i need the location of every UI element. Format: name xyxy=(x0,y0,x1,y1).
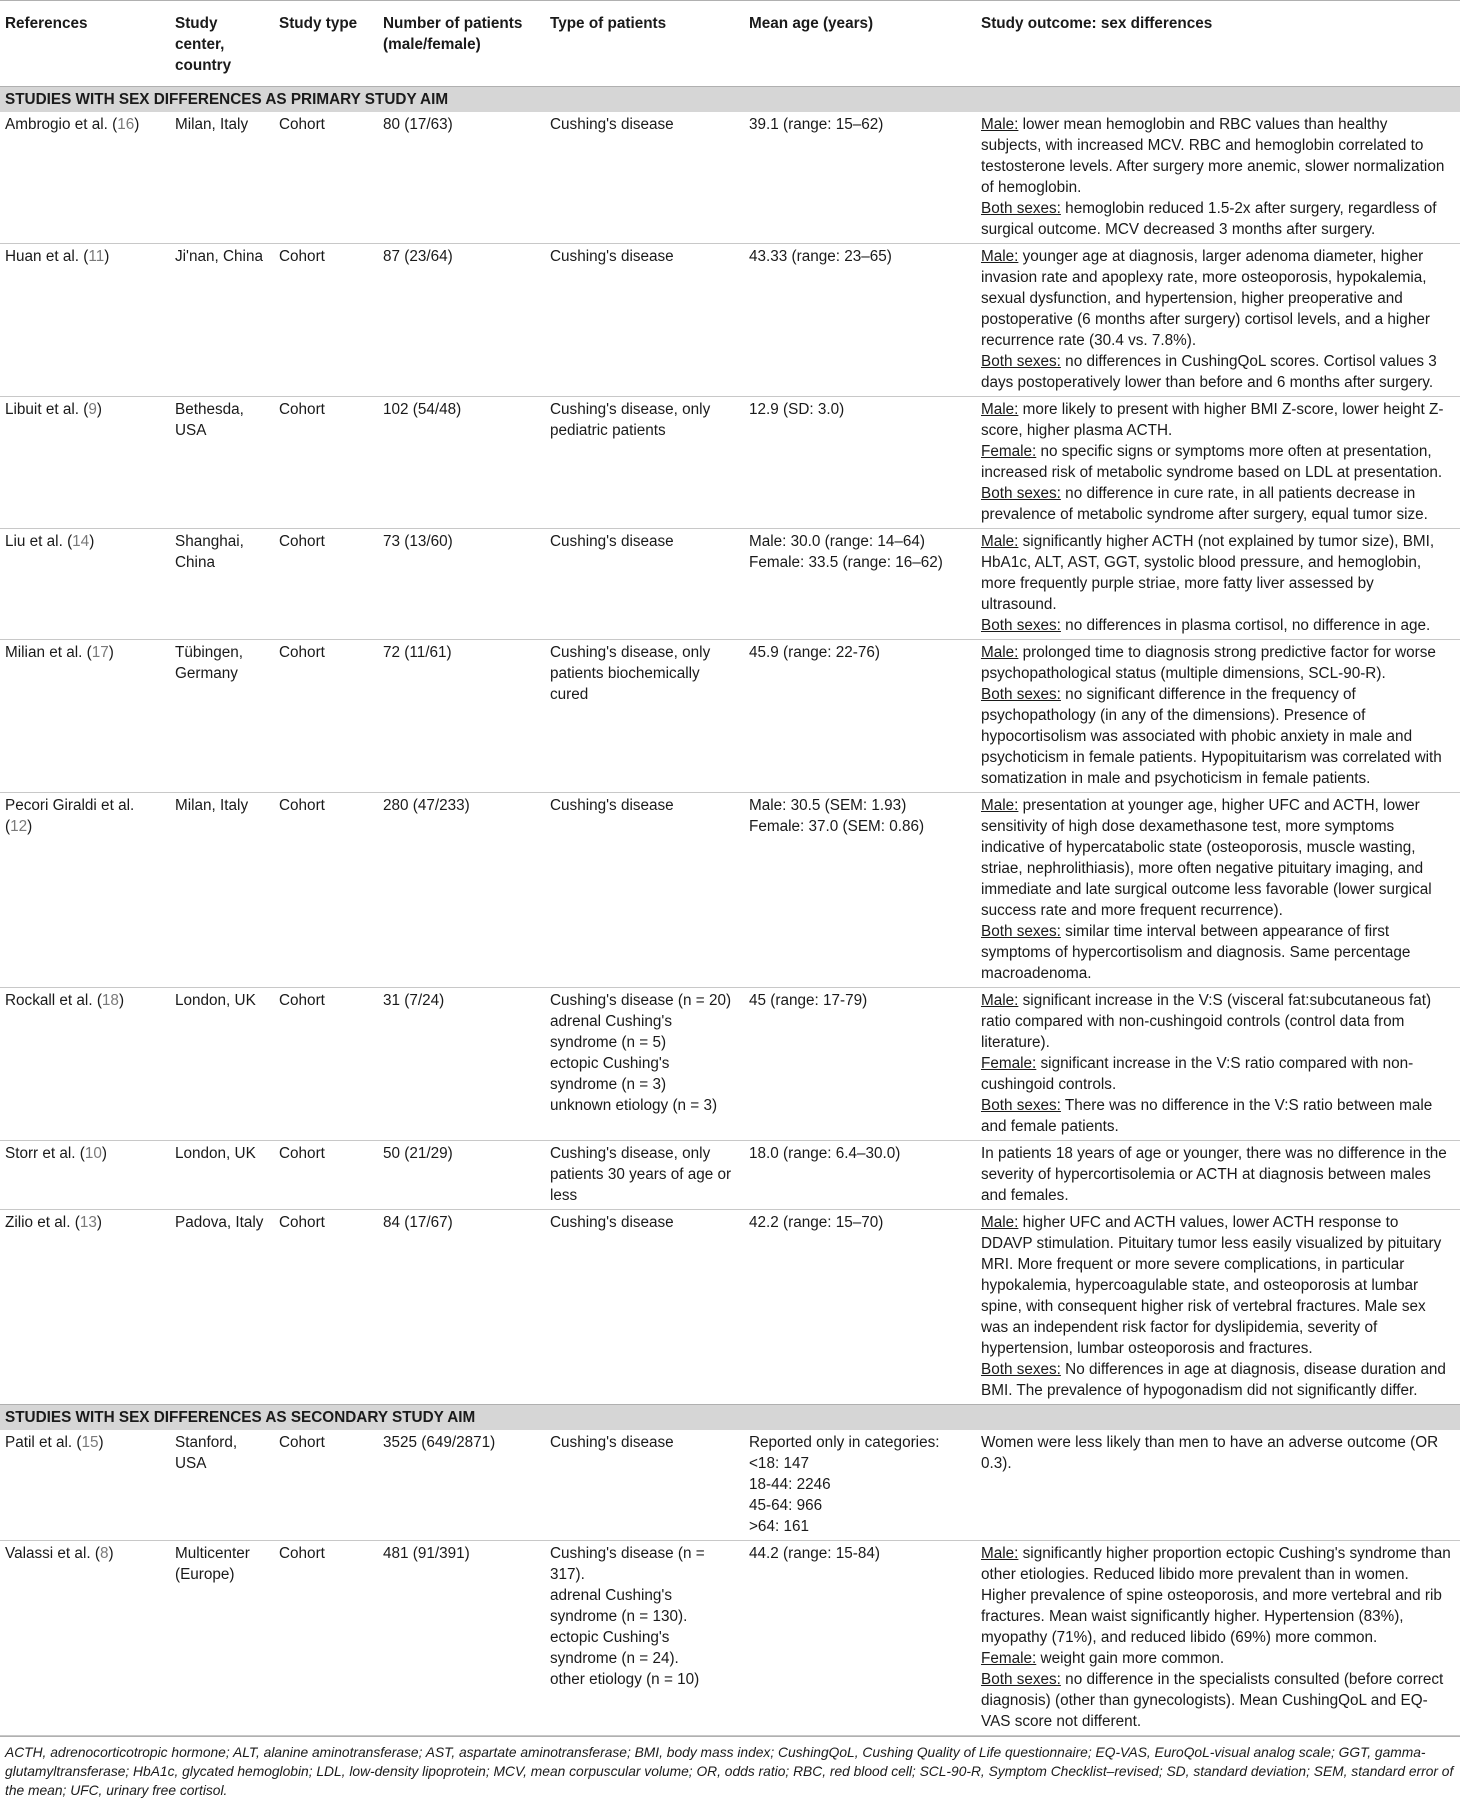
table-row xyxy=(0,793,1460,988)
outcome-text: presentation at younger age, higher UFC and ACTH, lower sensitivity of high dose dexamethasone test, more symptoms indicative of hypercatabolic state (osteoporosis, muscle wasting, striae, nephrolithiasis), more often negative pituitary imaging, and immediate and late surgical outcome less favorable (lower surgical success rate and more frequent recurrence). xyxy=(981,797,1432,919)
reference-close: ) xyxy=(98,1434,104,1451)
outcome-label: Female: xyxy=(981,1055,1037,1072)
cell-reference xyxy=(0,793,170,988)
cell-reference xyxy=(0,1541,170,1736)
reference-author: Patil et al. ( xyxy=(5,1434,82,1451)
age-line: Male: 30.5 (SEM: 1.93) xyxy=(749,797,907,814)
patient-type-line: Cushing's disease, only patients 30 years of age or less xyxy=(550,1145,732,1204)
cell-study-center: Bethesda, USA xyxy=(175,401,244,439)
cell-number-of-patients: 31 (7/24) xyxy=(383,992,445,1009)
patient-type-line: Cushing's disease xyxy=(550,797,674,814)
cell-reference xyxy=(0,1141,170,1210)
outcome-label: Both sexes: xyxy=(981,200,1061,217)
table-body xyxy=(0,87,1460,1736)
reference-close: ) xyxy=(108,1545,114,1562)
cell-type-of-patients xyxy=(545,397,744,529)
outcome-text: There was no difference in the V:S ratio between male and female patients. xyxy=(981,1097,1433,1135)
outcome-label: Both sexes: xyxy=(981,353,1061,370)
cell-study-center: Ji'nan, China xyxy=(175,248,263,265)
cell-mean-age xyxy=(744,793,976,988)
table-row xyxy=(0,988,1460,1141)
reference-author: Zilio et al. ( xyxy=(5,1214,80,1231)
table-row xyxy=(0,397,1460,529)
cell-type-of-patients xyxy=(545,529,744,640)
outcome-block xyxy=(981,1669,1452,1732)
cell-number-of-patients: 102 (54/48) xyxy=(383,401,462,418)
table-row xyxy=(0,1430,1460,1541)
age-line: >64: 161 xyxy=(749,1518,809,1535)
outcome-block xyxy=(981,1359,1452,1401)
cell-number-of-patients: 481 (91/391) xyxy=(383,1545,470,1562)
cell-study-type: Cohort xyxy=(279,116,325,133)
outcome-label: Both sexes: xyxy=(981,1671,1061,1688)
table-row xyxy=(0,244,1460,397)
outcome-text: no specific signs or symptoms more often at presentation, increased risk of metabolic syndrome based on LDL at presentation. xyxy=(981,443,1443,481)
cell-study-center: Milan, Italy xyxy=(175,797,249,814)
cell-number-of-patients: 3525 (649/2871) xyxy=(383,1434,496,1451)
header-study-outcome: Study outcome: sex differences xyxy=(981,15,1213,32)
cell-reference xyxy=(0,988,170,1141)
reference-number: 15 xyxy=(81,1434,99,1451)
reference-number: 17 xyxy=(91,644,109,661)
age-line: 42.2 (range: 15–70) xyxy=(749,1214,884,1231)
outcome-label: Male: xyxy=(981,1214,1019,1231)
cell-type-of-patients xyxy=(545,793,744,988)
outcome-text: weight gain more common. xyxy=(1036,1650,1225,1667)
cell-study-type: Cohort xyxy=(279,1545,325,1562)
cell-study-type: Cohort xyxy=(279,248,325,265)
section-title: STUDIES WITH SEX DIFFERENCES AS PRIMARY STUDY AIM xyxy=(0,87,1460,113)
cell-study-type: Cohort xyxy=(279,797,325,814)
cell-reference xyxy=(0,244,170,397)
reference-author: Libuit et al. ( xyxy=(5,401,89,418)
reference-author: Rockall et al. ( xyxy=(5,992,102,1009)
outcome-label: Male: xyxy=(981,116,1019,133)
cell-study-outcome xyxy=(976,1141,1460,1210)
cell-study-type: Cohort xyxy=(279,401,325,418)
patient-type-line: Cushing's disease xyxy=(550,533,674,550)
cell-reference xyxy=(0,112,170,244)
reference-author: Liu et al. ( xyxy=(5,533,73,550)
patient-type-line: adrenal Cushing's syndrome (n = 5) xyxy=(550,1013,672,1051)
patient-type-line: adrenal Cushing's syndrome (n = 130). xyxy=(550,1587,688,1625)
patient-type-line: Cushing's disease xyxy=(550,1214,674,1231)
outcome-text: lower mean hemoglobin and RBC values than healthy subjects, with increased MCV. RBC and hemoglobin correlated to testosterone levels. After surgery more anemic, slower normalization of hemoglobin. xyxy=(981,116,1445,196)
outcome-text: significantly higher ACTH (not explained by tumor size), BMI, HbA1c, ALT, AST, GGT, systolic blood pressure, and hemoglobin, more frequently purple striae, more fatty liver assessed by ultrasound. xyxy=(981,533,1435,613)
outcome-label: Male: xyxy=(981,1545,1019,1562)
outcome-text: significant increase in the V:S ratio compared with non-cushingoid controls. xyxy=(981,1055,1414,1093)
patient-type-line: Cushing's disease, only patients biochemically cured xyxy=(550,644,711,703)
cell-study-type: Cohort xyxy=(279,1145,325,1162)
outcome-text: hemoglobin reduced 1.5-2x after surgery, regardless of surgical outcome. MCV decreased 3 months after surgery. xyxy=(981,200,1437,238)
outcome-text: significant increase in the V:S (visceral fat:subcutaneous fat) ratio compared with non-cushingoid controls (control data from literature). xyxy=(981,992,1432,1051)
outcome-label: Both sexes: xyxy=(981,485,1061,502)
age-line: Female: 37.0 (SEM: 0.86) xyxy=(749,818,925,835)
cell-mean-age xyxy=(744,1430,976,1541)
outcome-block xyxy=(981,1432,1452,1474)
outcome-label: Male: xyxy=(981,797,1019,814)
age-line: 45-64: 966 xyxy=(749,1497,823,1514)
reference-number: 14 xyxy=(72,533,90,550)
age-line: Reported only in categories: xyxy=(749,1434,940,1451)
outcome-text: more likely to present with higher BMI Z-score, lower height Z-score, higher plasma ACTH. xyxy=(981,401,1444,439)
age-line: 44.2 (range: 15-84) xyxy=(749,1545,880,1562)
cell-type-of-patients xyxy=(545,1430,744,1541)
reference-author: Pecori Giraldi et al. ( xyxy=(5,797,135,835)
header-number-of-patients: Number of patients (male/female) xyxy=(383,15,523,53)
outcome-label: Female: xyxy=(981,443,1037,460)
patient-type-line: ectopic Cushing's syndrome (n = 24). xyxy=(550,1629,679,1667)
outcome-label: Male: xyxy=(981,644,1019,661)
cell-study-center: London, UK xyxy=(175,992,256,1009)
outcome-text: No differences in age at diagnosis, disease duration and BMI. The prevalence of hypogonadism did not significantly differ. xyxy=(981,1361,1446,1399)
reference-author: Milian et al. ( xyxy=(5,644,92,661)
reference-number: 13 xyxy=(79,1214,97,1231)
cell-study-center: Padova, Italy xyxy=(175,1214,264,1231)
outcome-label: Female: xyxy=(981,1650,1037,1667)
outcome-block xyxy=(981,615,1452,636)
reference-number: 9 xyxy=(88,401,97,418)
header-study-type: Study type xyxy=(279,15,358,32)
reference-close: ) xyxy=(89,533,95,550)
cell-number-of-patients: 84 (17/67) xyxy=(383,1214,453,1231)
outcome-block xyxy=(981,795,1452,921)
outcome-block xyxy=(981,441,1452,483)
outcome-block xyxy=(981,351,1452,393)
cell-number-of-patients: 50 (21/29) xyxy=(383,1145,453,1162)
cell-study-center: Multicenter (Europe) xyxy=(175,1545,250,1583)
outcome-text: Women were less likely than men to have an adverse outcome (OR 0.3). xyxy=(981,1434,1439,1472)
cell-reference xyxy=(0,640,170,793)
reference-number: 18 xyxy=(101,992,119,1009)
cell-type-of-patients xyxy=(545,640,744,793)
cell-number-of-patients: 73 (13/60) xyxy=(383,533,453,550)
outcome-label: Both sexes: xyxy=(981,617,1061,634)
outcome-block xyxy=(981,198,1452,240)
patient-type-line: Cushing's disease (n = 317). xyxy=(550,1545,705,1583)
outcome-text: no differences in plasma cortisol, no difference in age. xyxy=(1060,617,1431,634)
outcome-text: younger age at diagnosis, larger adenoma diameter, higher invasion rate and apoplexy rate, more osteoporosis, hypokalemia, sexual dysfunction, and hypertension, higher preoperative and postoperative (6 months after surgery) cortisol levels, and a higher recurrence rate (30.4 vs. 7.8%). xyxy=(981,248,1430,349)
cell-type-of-patients xyxy=(545,244,744,397)
age-line: 43.33 (range: 23–65) xyxy=(749,248,892,265)
cell-reference xyxy=(0,1210,170,1405)
cell-study-outcome xyxy=(976,1541,1460,1736)
outcome-label: Male: xyxy=(981,401,1019,418)
cell-type-of-patients xyxy=(545,1141,744,1210)
outcome-block xyxy=(981,246,1452,351)
header-row xyxy=(0,1,1460,87)
table-footnote: ACTH, adrenocorticotropic hormone; ALT, alanine aminotransferase; AST, aspartate aminotransferase; BMI, body mass index; CushingQoL, Cushing Quality of Life questionnaire; EQ-VAS, EuroQoL-visual analog scale; GGT, gamma-glutamyltransferase; HbA1c, glycated hemoglobin; LDL, low-density lipoprotein; MCV, mean corpuscular volume; OR, odds ratio; RBC, red blood cell; SCL-90-R, Symptom Checklist–revised; SD, standard deviation; SEM, standard error of the mean; UFC, urinary free cortisol. xyxy=(0,1736,1460,1800)
age-line: Male: 30.0 (range: 14–64) xyxy=(749,533,926,550)
age-line: <18: 147 xyxy=(749,1455,809,1472)
cell-mean-age xyxy=(744,1141,976,1210)
reference-number: 10 xyxy=(84,1145,102,1162)
reference-author: Valassi et al. ( xyxy=(5,1545,100,1562)
cell-number-of-patients: 87 (23/64) xyxy=(383,248,453,265)
outcome-block xyxy=(981,399,1452,441)
outcome-block xyxy=(981,990,1452,1053)
patient-type-line: unknown etiology (n = 3) xyxy=(550,1097,718,1114)
reference-close: ) xyxy=(108,644,114,661)
age-line: Female: 33.5 (range: 16–62) xyxy=(749,554,943,571)
outcome-block xyxy=(981,1053,1452,1095)
outcome-text: higher UFC and ACTH values, lower ACTH response to DDAVP stimulation. Pituitary tumor less easily visualized by pituitary MRI. More frequent or more severe complications, in particular hypokalemia, hypercoagulable state, and osteoporosis at lumbar spine, with consequent higher risk of vertebral fractures. Male sex was an independent risk factor for dyslipidemia, severity of hypertension, lumbar osteoporosis and fractures. xyxy=(981,1214,1442,1357)
table-row xyxy=(0,529,1460,640)
reference-author: Storr et al. ( xyxy=(5,1145,85,1162)
reference-close: ) xyxy=(104,248,110,265)
cell-study-outcome xyxy=(976,397,1460,529)
outcome-block xyxy=(981,1143,1452,1206)
outcome-block xyxy=(981,1648,1452,1669)
outcome-block xyxy=(981,1095,1452,1137)
section-title: STUDIES WITH SEX DIFFERENCES AS SECONDARY STUDY AIM xyxy=(0,1405,1460,1431)
header-type-of-patients: Type of patients xyxy=(550,15,667,32)
reference-number: 8 xyxy=(99,1545,109,1562)
reference-close: ) xyxy=(134,116,140,133)
age-line: 45 (range: 17-79) xyxy=(749,992,868,1009)
outcome-text: no significant difference in the frequency of psychopathology (in any of the dimensions). Presence of hypocortisolism was associated with phobic anxiety in male and psychoticism in female patients. Hypopituitarism was correlated with somatization in male and psychoticism in female patients. xyxy=(981,686,1442,787)
outcome-text: no difference in cure rate, in all patients decrease in prevalence of metabolic syndrome after surgery, equal tumor size. xyxy=(981,485,1428,523)
reference-close: ) xyxy=(96,1214,102,1231)
outcome-text: In patients 18 years of age or younger, there was no difference in the severity of hypercortisolemia or ACTH at diagnosis between males and females. xyxy=(981,1145,1447,1204)
reference-author: Huan et al. ( xyxy=(5,248,89,265)
cell-mean-age xyxy=(744,988,976,1141)
cell-type-of-patients xyxy=(545,988,744,1141)
reference-number: 11 xyxy=(88,248,105,265)
outcome-block xyxy=(981,114,1452,198)
outcome-text: significantly higher proportion ectopic Cushing's syndrome than other etiologies. Reduced libido more prevalent than in women. Higher prevalence of spine osteoporosis, and more vertebral and rib fractures. Mean waist significantly higher. Hypertension (83%), myopathy (71%), and reduced libido (69%) more common. xyxy=(981,1545,1451,1646)
cell-study-center: London, UK xyxy=(175,1145,256,1162)
outcome-label: Male: xyxy=(981,992,1019,1009)
cell-mean-age xyxy=(744,640,976,793)
outcome-block xyxy=(981,642,1452,684)
header-mean-age: Mean age (years) xyxy=(749,15,874,32)
cell-mean-age xyxy=(744,1541,976,1736)
cell-mean-age xyxy=(744,112,976,244)
section-header-row xyxy=(0,87,1460,113)
cell-number-of-patients: 72 (11/61) xyxy=(383,644,452,661)
cell-number-of-patients: 280 (47/233) xyxy=(383,797,470,814)
section-header-row xyxy=(0,1405,1460,1431)
reference-number: 12 xyxy=(10,818,28,835)
patient-type-line: Cushing's disease, only pediatric patients xyxy=(550,401,711,439)
cell-type-of-patients xyxy=(545,1541,744,1736)
reference-close: ) xyxy=(101,1145,108,1162)
cell-mean-age xyxy=(744,397,976,529)
table-row xyxy=(0,1210,1460,1405)
cell-study-outcome xyxy=(976,112,1460,244)
outcome-text: similar time interval between appearance of first symptoms of hypercortisolism and diagnosis. Same percentage macroadenoma. xyxy=(981,923,1411,982)
outcome-block xyxy=(981,483,1452,525)
table-row xyxy=(0,1141,1460,1210)
outcome-text: no differences in CushingQoL scores. Cortisol values 3 days postoperatively lower than before and 6 months after surgery. xyxy=(981,353,1437,391)
age-line: 45.9 (range: 22-76) xyxy=(749,644,880,661)
cell-type-of-patients xyxy=(545,112,744,244)
cell-study-type: Cohort xyxy=(279,533,325,550)
cell-type-of-patients xyxy=(545,1210,744,1405)
table-row xyxy=(0,1541,1460,1736)
outcome-block xyxy=(981,921,1452,984)
table-header xyxy=(0,1,1460,87)
outcome-label: Both sexes: xyxy=(981,1097,1061,1114)
cell-mean-age xyxy=(744,244,976,397)
cell-study-center: Shanghai, China xyxy=(175,533,244,571)
reference-author: Ambrogio et al. ( xyxy=(5,116,118,133)
cell-number-of-patients: 80 (17/63) xyxy=(383,116,453,133)
patient-type-line: ectopic Cushing's syndrome (n = 3) xyxy=(550,1055,670,1093)
cell-study-outcome xyxy=(976,640,1460,793)
cell-study-type: Cohort xyxy=(279,1434,325,1451)
outcome-label: Male: xyxy=(981,248,1019,265)
outcome-block xyxy=(981,531,1452,615)
cell-study-type: Cohort xyxy=(279,644,325,661)
cell-study-type: Cohort xyxy=(279,992,325,1009)
cell-reference xyxy=(0,1430,170,1541)
outcome-block xyxy=(981,1212,1452,1359)
cell-study-outcome xyxy=(976,1430,1460,1541)
cell-study-outcome xyxy=(976,529,1460,640)
header-references: References xyxy=(5,15,88,32)
reference-close: ) xyxy=(27,818,33,835)
cell-mean-age xyxy=(744,529,976,640)
outcome-block xyxy=(981,1543,1452,1648)
reference-close: ) xyxy=(96,401,102,418)
reference-close: ) xyxy=(118,992,125,1009)
cell-study-outcome xyxy=(976,988,1460,1141)
reference-number: 16 xyxy=(117,116,135,133)
table-row xyxy=(0,640,1460,793)
cell-study-outcome xyxy=(976,1210,1460,1405)
age-line: 39.1 (range: 15–62) xyxy=(749,116,884,133)
cell-study-outcome xyxy=(976,793,1460,988)
cell-study-center: Stanford, USA xyxy=(175,1434,238,1472)
patient-type-line: Cushing's disease xyxy=(550,116,674,133)
table-row xyxy=(0,112,1460,244)
age-line: 18.0 (range: 6.4–30.0) xyxy=(749,1145,901,1162)
cell-study-center: Tübingen, Germany xyxy=(175,644,244,682)
header-study-center: Study center, country xyxy=(175,15,232,74)
outcome-label: Male: xyxy=(981,533,1019,550)
patient-type-line: Cushing's disease xyxy=(550,1434,674,1451)
cell-study-center: Milan, Italy xyxy=(175,116,249,133)
outcome-text: no difference in the specialists consulted (before correct diagnosis) (other than gynecologists). Mean CushingQoL and EQ-VAS score not different. xyxy=(981,1671,1444,1730)
age-line: 18-44: 2246 xyxy=(749,1476,831,1493)
outcome-label: Both sexes: xyxy=(981,686,1061,703)
age-line: 12.9 (SD: 3.0) xyxy=(749,401,845,418)
patient-type-line: Cushing's disease (n = 20) xyxy=(550,992,732,1009)
cell-study-type: Cohort xyxy=(279,1214,325,1231)
patient-type-line: other etiology (n = 10) xyxy=(550,1671,700,1688)
cell-mean-age xyxy=(744,1210,976,1405)
cell-reference xyxy=(0,529,170,640)
cell-reference xyxy=(0,397,170,529)
outcome-label: Both sexes: xyxy=(981,1361,1061,1378)
cell-study-outcome xyxy=(976,244,1460,397)
patient-type-line: Cushing's disease xyxy=(550,248,674,265)
outcome-label: Both sexes: xyxy=(981,923,1061,940)
outcome-block xyxy=(981,684,1452,789)
outcome-text: prolonged time to diagnosis strong predictive factor for worse psychopathological status (multiple dimensions, SCL-90-R). xyxy=(981,644,1436,682)
